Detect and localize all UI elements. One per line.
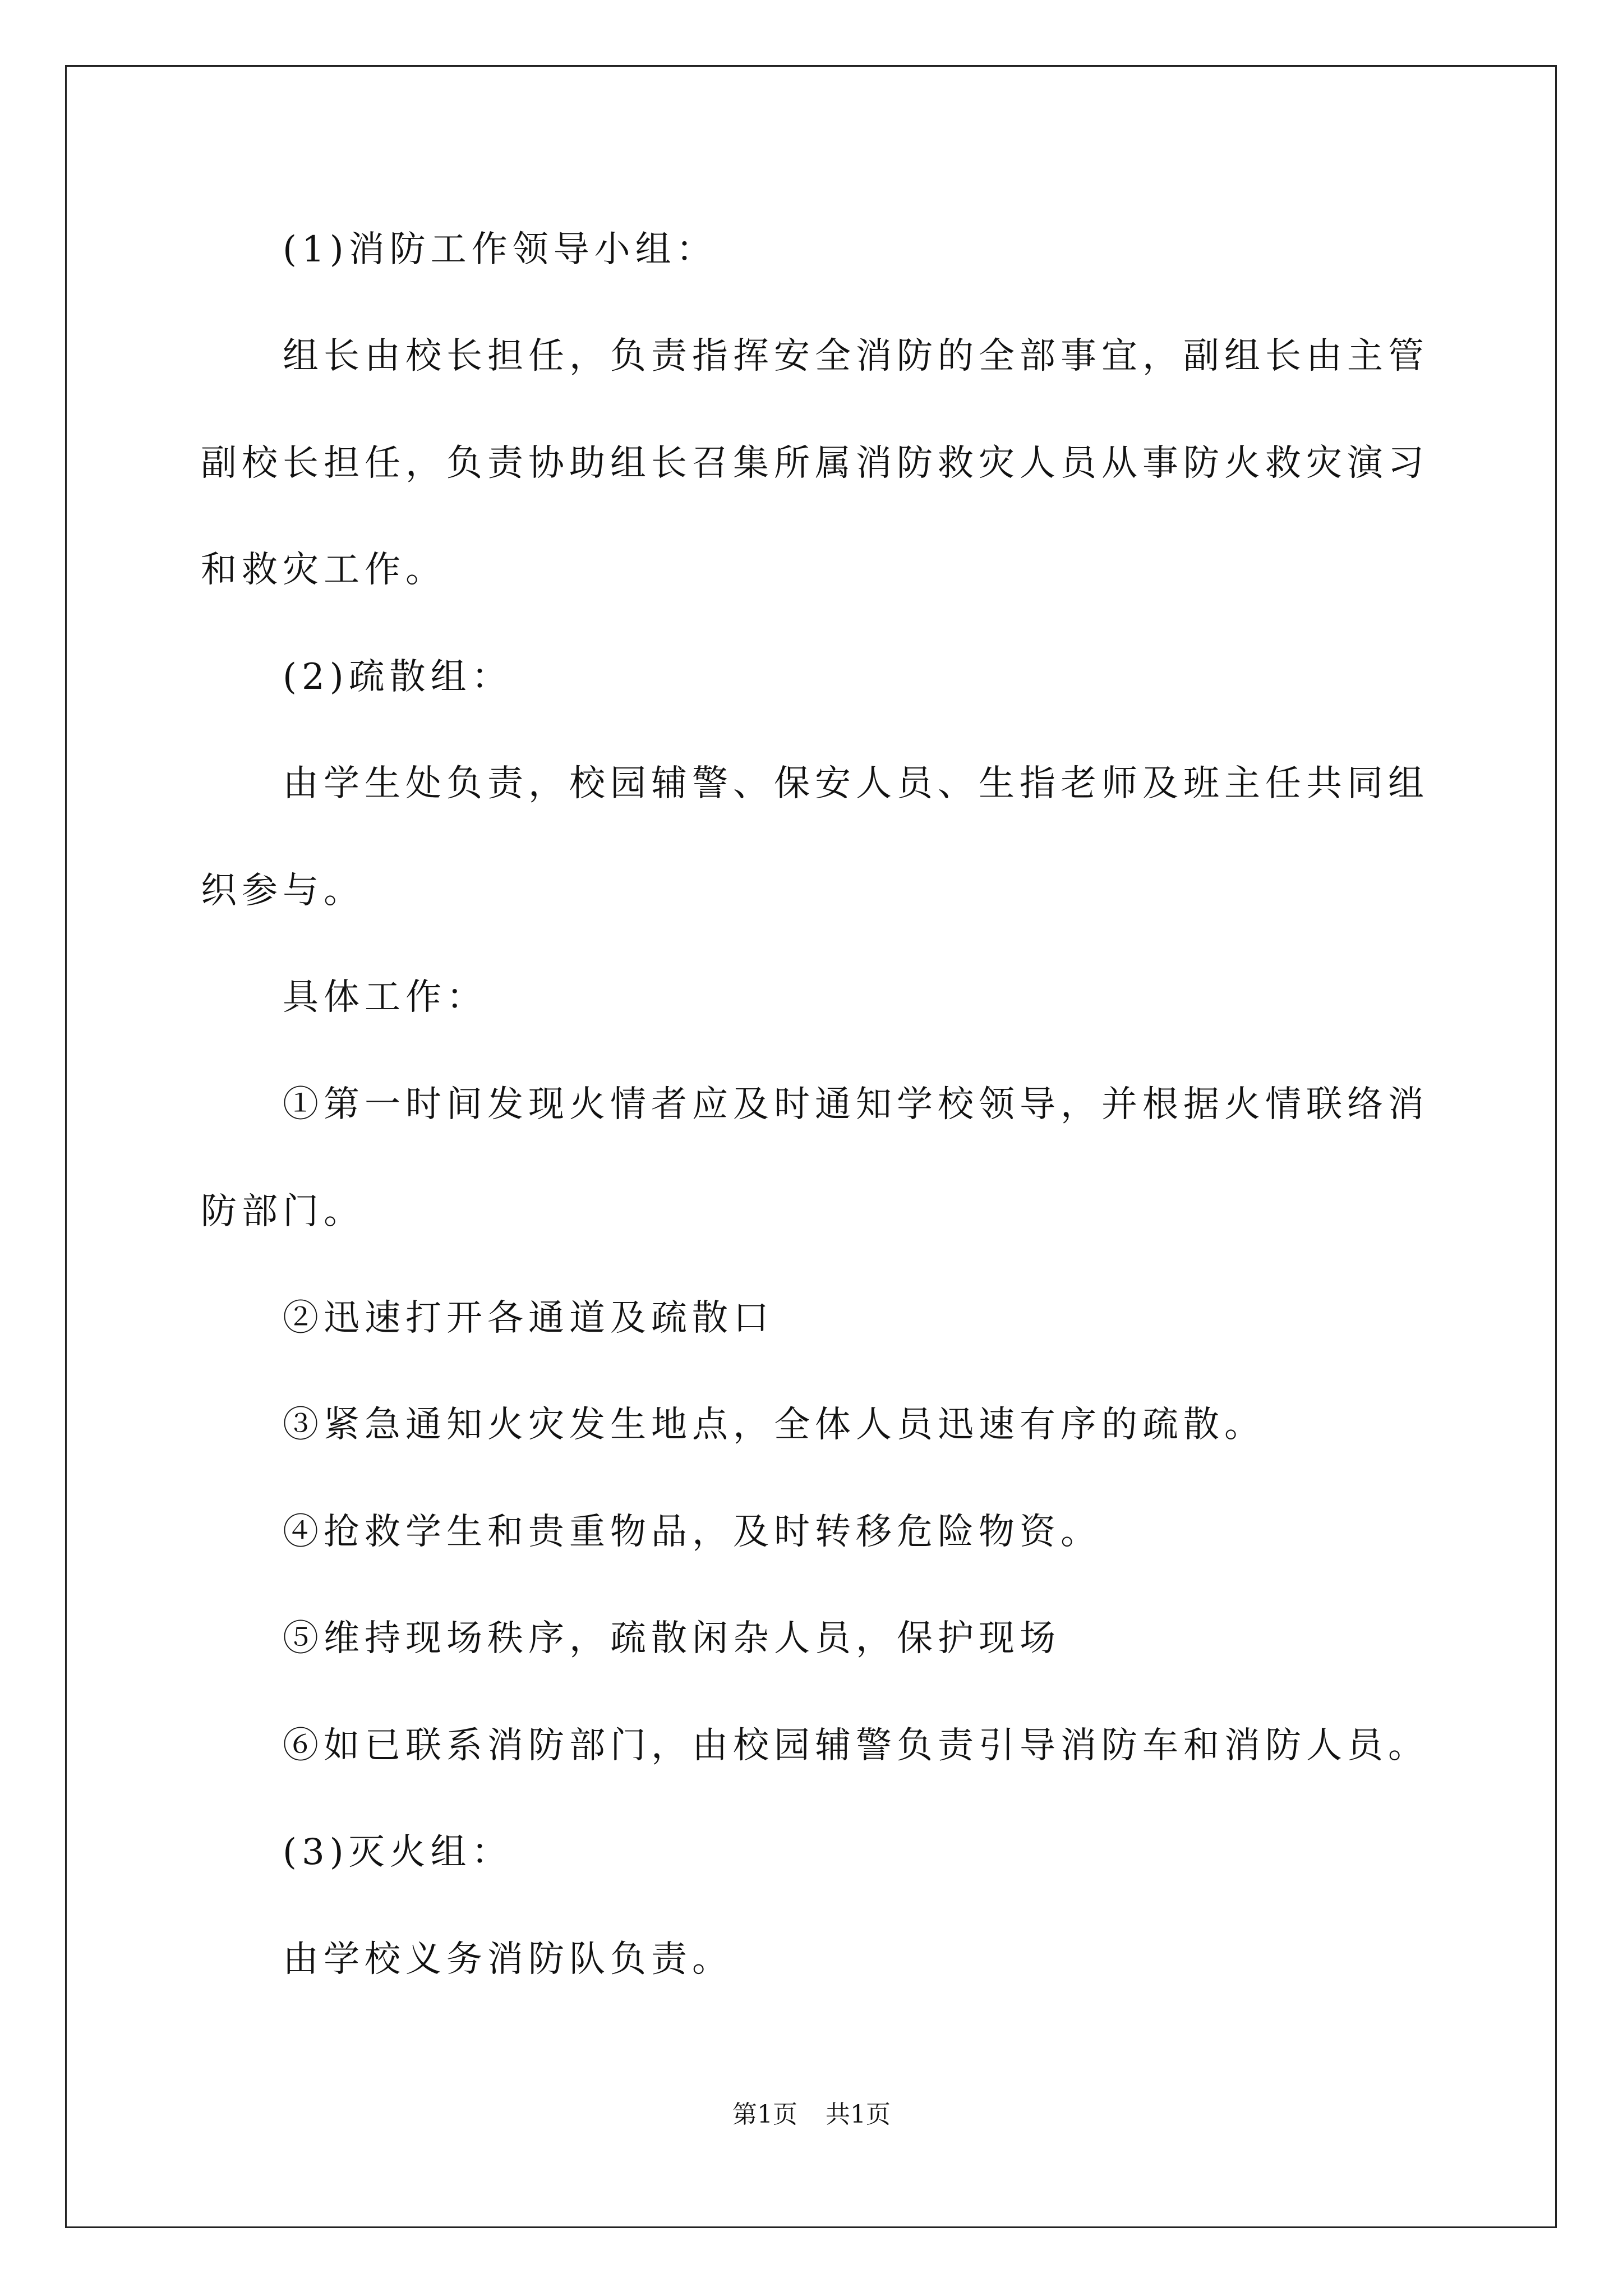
page-footer xyxy=(0,2098,1623,2132)
paragraph: 和救灾工作。 xyxy=(201,549,446,591)
paragraph: (1)消防工作领导小组： xyxy=(283,229,717,270)
paragraph: ⑥如已联系消防部门，由校园辅警负责引导消防车和消防人员。 xyxy=(283,1725,1429,1766)
paragraph: ①第一时间发现火情者应及时通知学校领导，并根据火情联络消 xyxy=(283,1084,1429,1125)
paragraph: 具体工作： xyxy=(283,977,487,1018)
paragraph: 防部门。 xyxy=(201,1191,365,1232)
paragraph: 织参与。 xyxy=(201,870,365,912)
paragraph: 组长由校长担任，负责指挥安全消防的全部事宜，副组长由主管 xyxy=(283,335,1429,377)
paragraph: (3)灭火组： xyxy=(283,1832,513,1873)
page-number-current: 第1页 xyxy=(732,2100,797,2129)
paragraph: ③紧急通知火灾发生地点，全体人员迅速有序的疏散。 xyxy=(283,1404,1265,1446)
paragraph: ⑤维持现场秩序，疏散闲杂人员，保护现场 xyxy=(283,1618,1061,1659)
page-number-total: 共1页 xyxy=(826,2100,891,2129)
paragraph: (2)疏散组： xyxy=(283,656,513,698)
paragraph: ④抢救学生和贵重物品，及时转移危险物资。 xyxy=(283,1511,1101,1553)
paragraph: ②迅速打开各通道及疏散口 xyxy=(283,1297,774,1339)
page-border xyxy=(65,65,1557,2228)
paragraph: 副校长担任，负责协助组长召集所属消防救灾人员从事防火救灾演习 xyxy=(201,443,1429,484)
paragraph: 由学校义务消防队负责。 xyxy=(283,1939,733,1980)
paragraph: 由学生处负责，校园辅警、保安人员、生指老师及班主任共同组 xyxy=(283,763,1429,804)
